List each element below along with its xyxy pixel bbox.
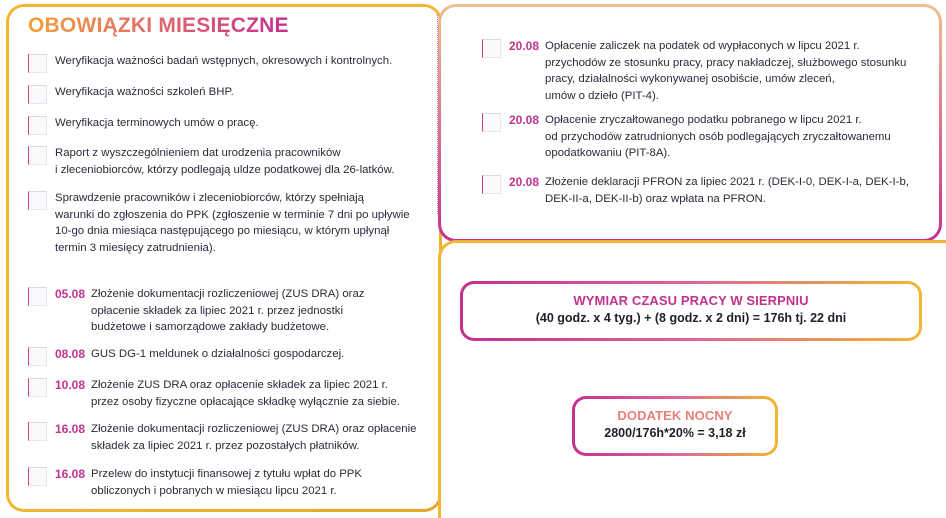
checkbox[interactable] (28, 146, 47, 165)
working-hours-box (460, 281, 922, 341)
item-text: Złożenie dokumentacji rozliczeniowej (ZUS DRA) oraz opłacenie składek za lipiec 2021 r. przez jednostki budżetowe i samorządowe zakłady budżetowe. (91, 288, 365, 333)
checklist-item (28, 286, 432, 336)
checkbox[interactable] (482, 175, 501, 194)
checklist-item (28, 421, 432, 454)
checklist-item (28, 377, 432, 410)
night-allowance-formula: 2800/176h*20% = 3,18 zł (604, 426, 746, 440)
checkbox[interactable] (28, 422, 47, 441)
item-date: 10.08 (55, 378, 86, 392)
item-text: Opłacenie zaliczek na podatek od wypłaconych w lipcu 2021 r. przychodów ze stosunku pracy, pracy nakładczej, służbowego stosunku pracy, działalności wykonywanej osobiście, umów zleceń, umów o dzieło (PIT-4). (545, 40, 907, 102)
page-title: OBOWIĄZKI MIESIĘCZNE (28, 14, 289, 37)
night-allowance-box (572, 396, 778, 456)
checkbox[interactable] (28, 191, 47, 210)
working-hours-formula: (40 godz. x 4 tyg.) + (8 godz. x 2 dni) = 176h tj. 22 dni (535, 311, 847, 325)
checkbox[interactable] (28, 116, 47, 135)
checkbox[interactable] (28, 347, 47, 366)
working-hours-title: WYMIAR CZASU PRACY W SIERPNIU (573, 293, 809, 308)
checklist-item (28, 84, 428, 104)
checklist-item (28, 53, 428, 73)
item-text: Weryfikacja ważności badań wstępnych, okresowych i kontrolnych. (55, 55, 393, 67)
item-date: 20.08 (509, 175, 540, 189)
checklist-item (28, 190, 432, 256)
checklist-item (482, 38, 932, 104)
checklist-item (482, 174, 932, 207)
item-text: GUS DG-1 meldunek o działalności gospodarczej. (91, 348, 345, 360)
checklist-item (28, 145, 428, 178)
item-date: 16.08 (55, 467, 86, 481)
checkbox[interactable] (482, 113, 501, 132)
item-text: Złożenie ZUS DRA oraz opłacenie składek za lipiec 2021 r. przez osoby fizyczne opłacające składkę wyłącznie za siebie. (91, 379, 400, 408)
checklist-item (28, 115, 428, 135)
checkbox[interactable] (28, 287, 47, 306)
checkbox[interactable] (28, 85, 47, 104)
night-allowance-title: DODATEK NOCNY (617, 408, 733, 423)
item-date: 08.08 (55, 347, 86, 361)
item-date: 20.08 (509, 39, 540, 53)
checkbox[interactable] (28, 54, 47, 73)
dotted-divider (437, 14, 438, 214)
checkbox[interactable] (482, 39, 501, 58)
checkbox[interactable] (28, 467, 47, 486)
checklist-item (28, 466, 432, 499)
item-date: 05.08 (55, 287, 86, 301)
item-text: Weryfikacja terminowych umów o pracę. (55, 117, 259, 129)
item-text: Złożenie deklaracji PFRON za lipiec 2021 r. (DEK-I-0, DEK-I-a, DEK-I-b, DEK-II-a, DEK-II-b) oraz wpłata na PFRON. (545, 176, 910, 205)
item-text: Weryfikacja ważności szkoleń BHP. (55, 86, 234, 98)
item-text: Złożenie dokumentacji rozliczeniowej (ZUS DRA) oraz opłacenie składek za lipiec 2021 r. przez pozostałych płatników. (91, 423, 417, 452)
item-text: Raport z wyszczególnieniem dat urodzenia pracowników i zleceniobiorców, którzy podlegają uldze podatkowej dla 26-latków. (55, 147, 395, 176)
item-text: Sprawdzenie pracowników i zleceniobiorców, którzy spełniają warunki do zgłoszenia do PPK (zgłoszenie w terminie 7 dni po upływie 10-go dnia miesiąca następującego po miesiącu, w którym upłynął termin 3 miesięcy zatrudnienia). (55, 192, 410, 254)
item-text: Przelew do instytucji finansowej z tytułu wpłat do PPK obliczonych i pobranych w miesiącu lipcu 2021 r. (91, 468, 363, 497)
item-text: Opłacenie zryczałtowanego podatku pobranego w lipcu 2021 r. od przychodów zatrudnionych osób podlegających zryczałtowanemu opodatkowaniu (PIT-8A). (545, 114, 891, 159)
checklist-item (28, 346, 432, 366)
checklist-item (482, 112, 932, 162)
item-date: 20.08 (509, 113, 540, 127)
item-date: 16.08 (55, 422, 86, 436)
checkbox[interactable] (28, 378, 47, 397)
